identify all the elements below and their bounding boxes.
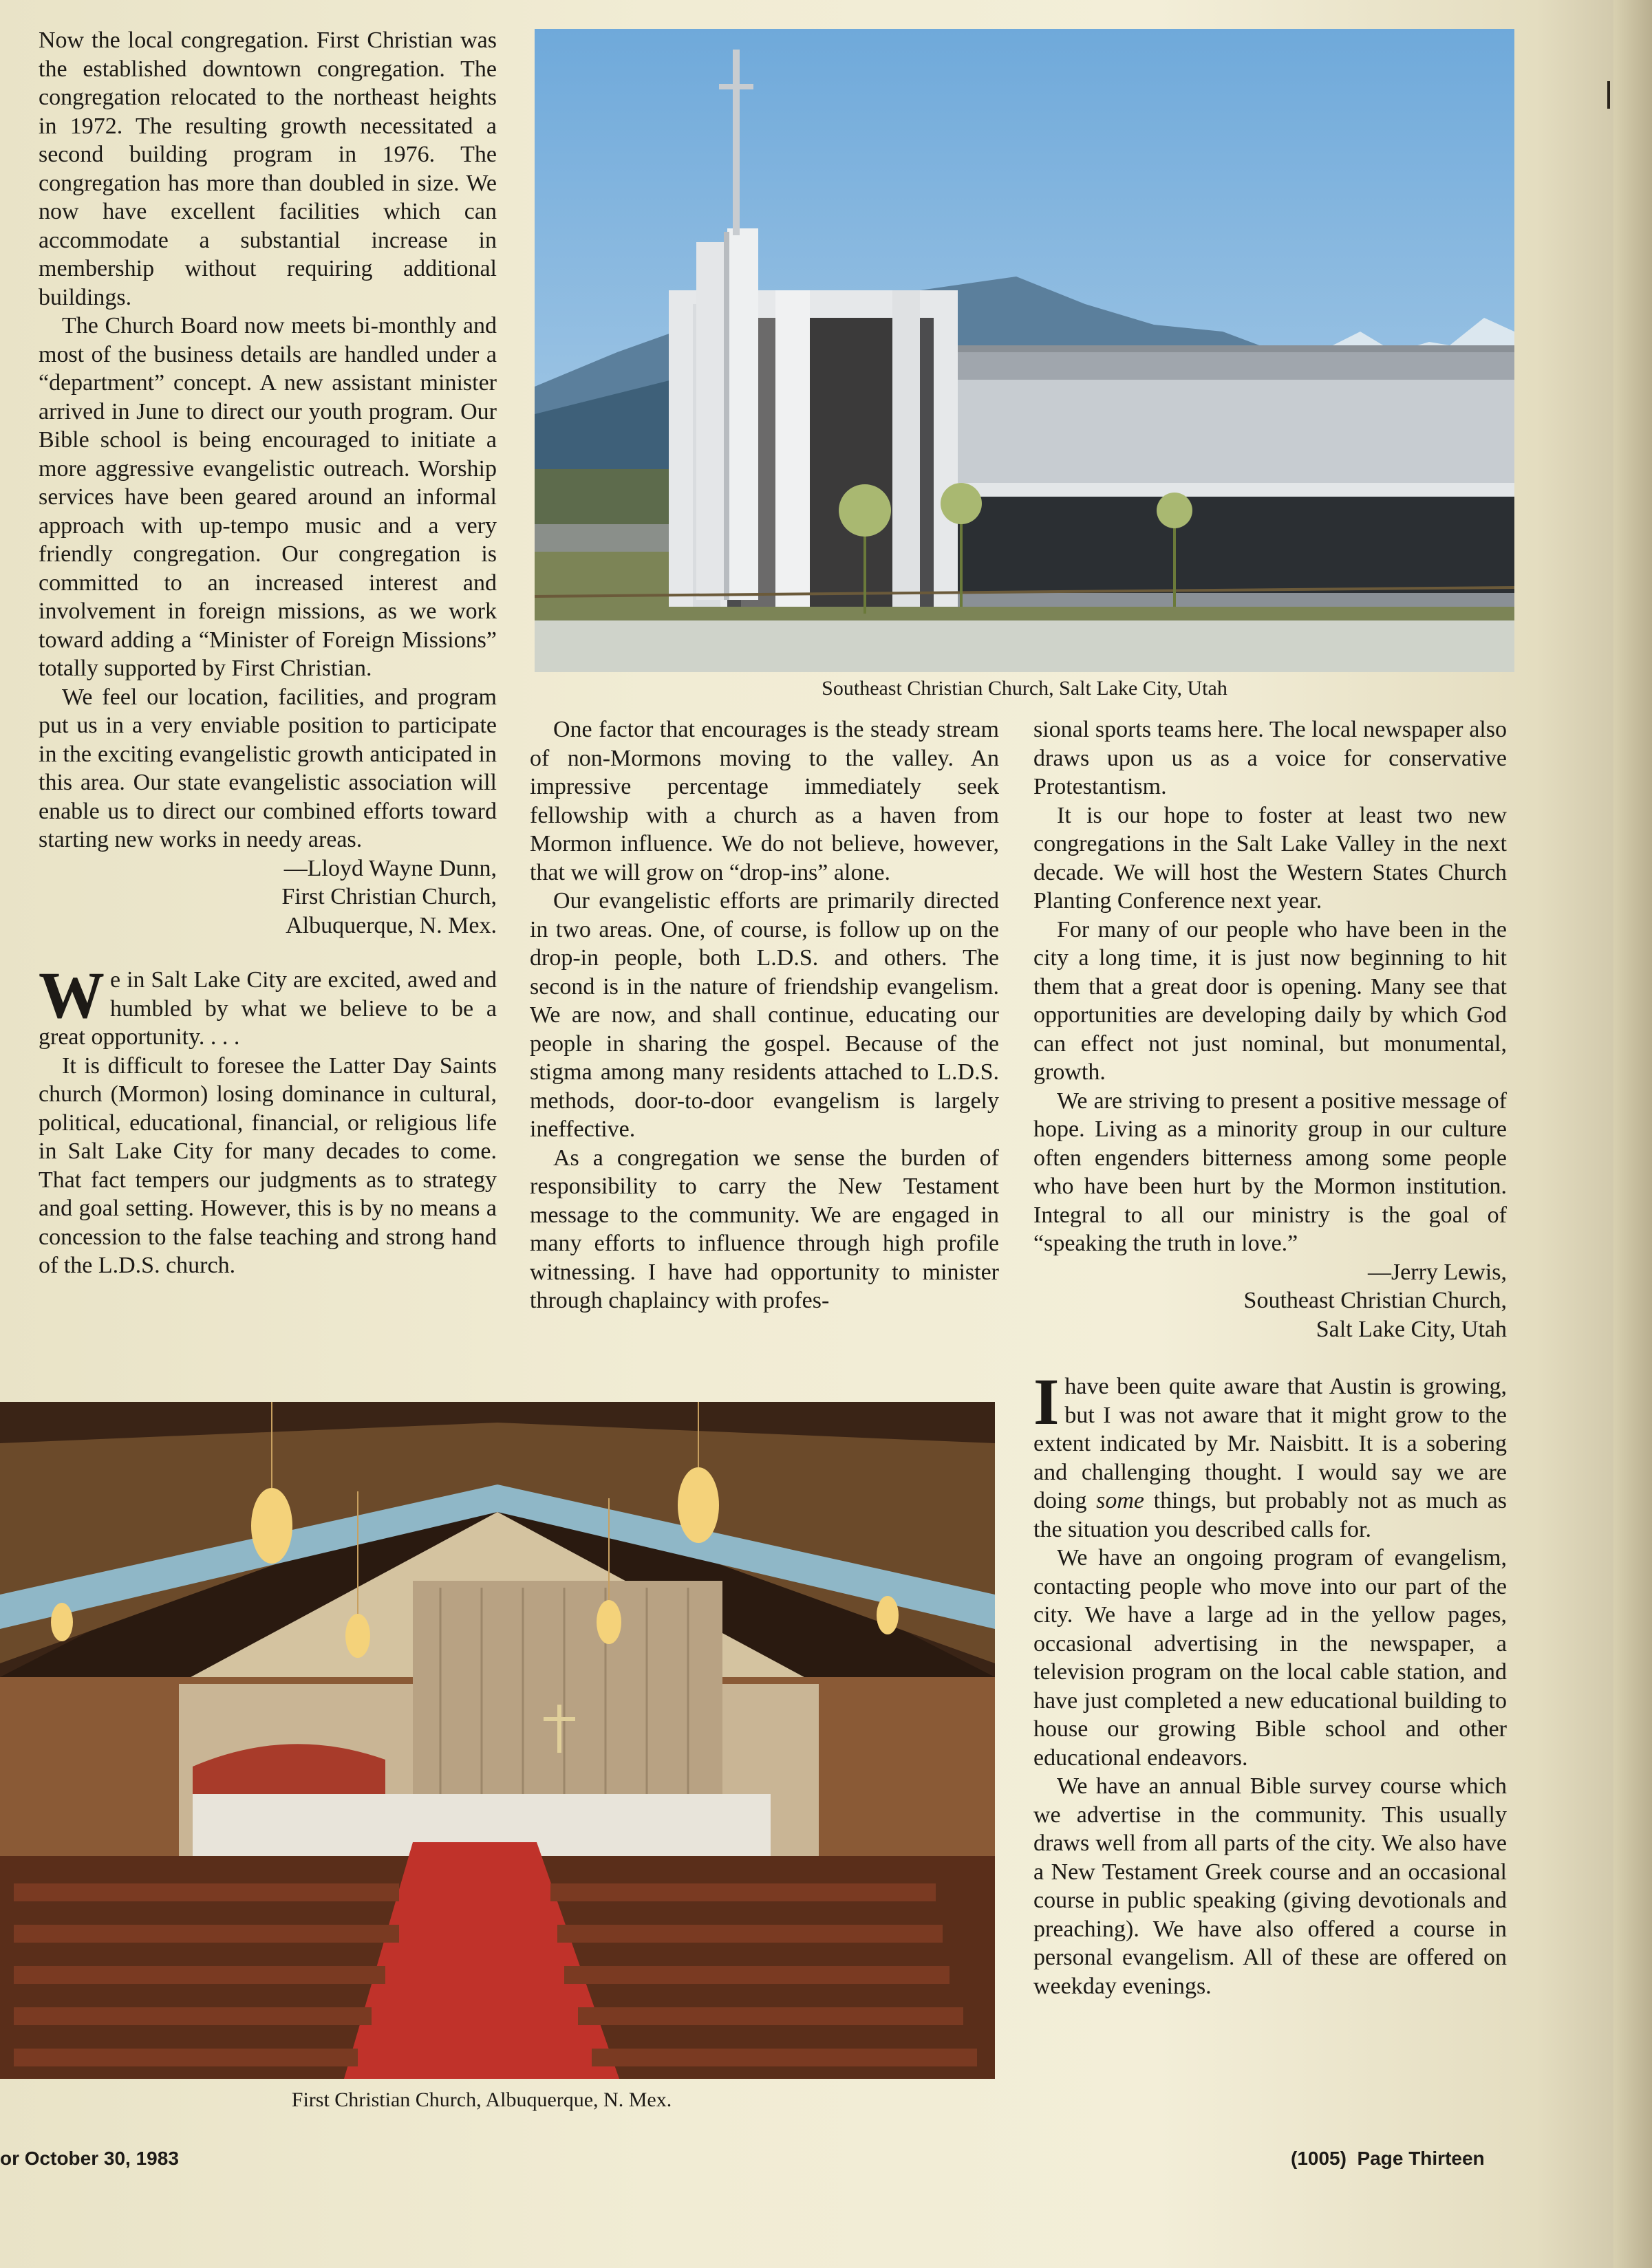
column-1 <box>39 26 497 1280</box>
page-edge <box>1613 0 1652 2268</box>
church-exterior-illustration <box>535 29 1514 672</box>
col1-paragraph-3: We feel our location, facilities, and program put us in a very enviable position to participate in the exciting evangelistic growth anticipated in this area. Our state evangelistic association will enable us to direct our combined efforts toward starting new works in needy areas. <box>39 684 497 852</box>
col1-paragraph-2: The Church Board now meets bi-monthly and most of the business details are handled under a “department” concept. A new assistant minister arrived in June to direct our youth program. Our Bible school is being encouraged to initiate a more aggressive evangelistic outreach. Worship services have been geared around an informal approach with up-tempo music and a very friendly congregation. Our congregation is committed to an increased interest and involvement in foreign missions, as we work toward adding a “Minister of Foreign Missions” totally supported by First Christian. <box>39 313 497 681</box>
drop-cap-i: I <box>1033 1365 1060 1438</box>
edge-mark <box>1607 81 1610 109</box>
col2-paragraph-2: Our evangelistic efforts are primarily directed in two areas. One, of course, is follow up on the drop-in people, both L.D.S. and others. The second is in the nature of friendship evangelism. We are now, and shall continue, educating our people in sharing the gospel. Because of the stigma among many residents attached to L.D.S. methods, door-to-door evangelism is largely ineffective. <box>530 888 999 1142</box>
footer-date: or October 30, 1983 <box>0 2148 179 2169</box>
column-2 <box>530 715 999 1315</box>
col3-paragraph-5-text-a: have been quite aware that Austin is growing, but I was not aware that it might grow to the extent indicated by Mr. Naisbitt. It is a sobering and challenging thought. I would say we are doing <box>1033 1374 1507 1513</box>
col3-paragraph-1: sional sports teams here. The local newspaper also draws upon us as a voice for conservative Protestantism. <box>1033 717 1507 799</box>
col3-paragraph-7: We have an annual Bible survey course which we advertise in the community. This usually draws well from all parts of the city. We also have a New Testament Greek course and an occasional course in public speaking (giving devotionals and preaching). We have also offered a course in personal evangelism. All of these are offered on weekday evenings. <box>1033 1773 1507 1999</box>
signature-lewis-church: Southeast Christian Church, <box>1243 1288 1507 1313</box>
column-3 <box>1033 715 1507 2000</box>
col3-paragraph-4: We are striving to present a positive message of hope. Living as a minority group in our culture often engenders bitterness among some people who have been hurt by the Mormon institution. Integral to all our ministry is the goal of “speaking the truth in love.” <box>1033 1088 1507 1256</box>
signature-dunn-city: Albuquerque, N. Mex. <box>286 912 497 938</box>
signature-lewis-city: Salt Lake City, Utah <box>1316 1316 1507 1342</box>
col3-paragraph-5-text-b: things, but probably not as much as the situation you described calls for. <box>1033 1488 1507 1542</box>
col1-paragraph-1: Now the local congregation. First Christian was the established downtown congregation. The congregation relocated to the northeast heights in 1972. The resulting growth necessitated a second building program in 1976. The congregation has more than doubled in size. We now have excellent facilities which can accommodate a substantial increase in membership without requiring additional buildings. <box>39 28 497 310</box>
caption-southeast-church: Southeast Christian Church, Salt Lake City, Utah <box>822 677 1227 700</box>
col3-emphasis: some <box>1096 1488 1144 1513</box>
signature-dunn-name: —Lloyd Wayne Dunn, <box>283 855 497 881</box>
caption-first-christian-church: First Christian Church, Albuquerque, N. Mex. <box>291 2088 672 2111</box>
drop-cap-w: W <box>39 958 105 1032</box>
col2-paragraph-3: As a congregation we sense the burden of responsibility to carry the New Testament message to the community. We are engaged in many efforts to influence through high profile witnessing. I have had opportunity to minister through chaplaincy with profes- <box>530 1145 999 1313</box>
footer-page-number: (1005) Page Thirteen <box>1291 2148 1485 2169</box>
photo-southeast-christian-church <box>535 29 1514 672</box>
col2-paragraph-1: One factor that encourages is the steady stream of non-Mormons moving to the valley. An impressive percentage immediately seek fellowship with a church as a haven from Mormon influence. We do not believe, however, that we will grow on “drop-ins” alone. <box>530 717 999 885</box>
photo-first-christian-church-interior <box>0 1402 995 2079</box>
col3-paragraph-3: For many of our people who have been in the city a long time, it is just now beginning to hit them that a great door is opening. Many see that opportunities are developing daily by which God can effect not just nominal, but monumental, growth. <box>1033 916 1507 1085</box>
col3-paragraph-6: We have an ongoing program of evangelism, contacting people who move into our part of the city. We have a large ad in the yellow pages, occasional advertising in the newspaper, a television program on the local cable station, and have just completed a new educational building to house our growing Bible school and other educational endeavors. <box>1033 1545 1507 1771</box>
col1-paragraph-5: It is difficult to foresee the Latter Day Saints church (Mormon) losing dominance in cultural, political, educational, financial, or religious life in Salt Lake City for many decades to come. That fact tempers our judgments as to strategy and goal setting. However, this is by no means a concession to the false teaching and strong hand of the L.D.S. church. <box>39 1052 497 1278</box>
signature-lewis-name: —Jerry Lewis, <box>1367 1259 1507 1285</box>
signature-dunn-church: First Christian Church, <box>281 884 497 909</box>
col1-paragraph-4-text: e in Salt Lake City are excited, awed and humbled by what we believe to be a great opportunity. . . . <box>39 967 497 1050</box>
col1-paragraph-4 <box>39 958 497 1052</box>
col3-paragraph-5 <box>1033 1365 1507 1544</box>
col3-paragraph-2: It is our hope to foster at least two new congregations in the Salt Lake Valley in the next decade. We will host the Western States Church Planting Conference next year. <box>1033 802 1507 914</box>
sanctuary-interior-illustration <box>0 1402 995 2079</box>
